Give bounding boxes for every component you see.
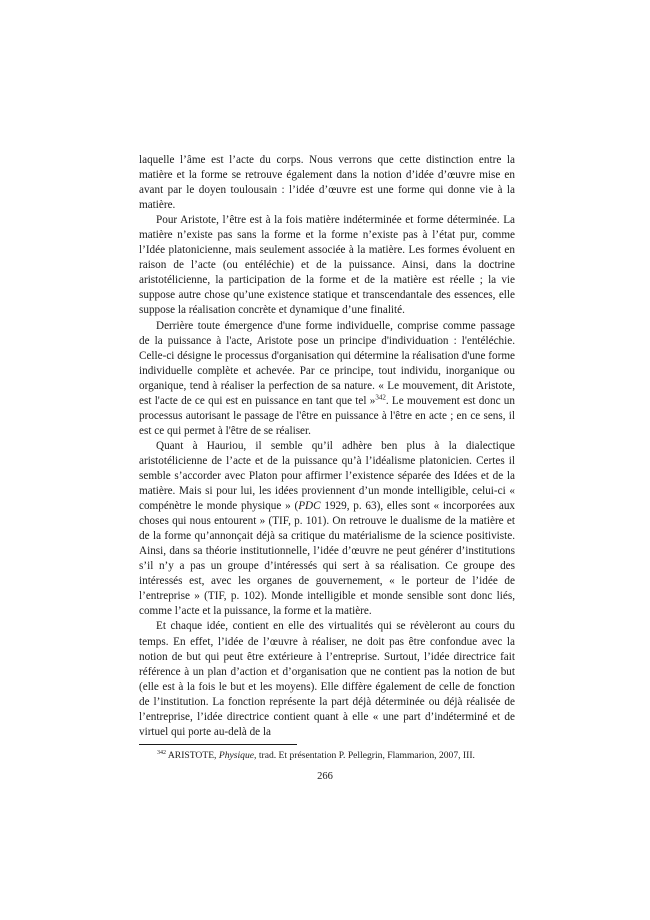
- paragraph-3-text-b: . Le mouvement est donc un processus autorisant le passage de l'être en puissance à l'être en acte ; en ce sens, il est ce qui permet à l'être de se réaliser.: [139, 394, 515, 437]
- paragraph-4-italic: PDC: [298, 500, 321, 513]
- paragraph-4-text-b: 1929, p. 63), elles sont « incorporées aux choses qui nous entourent » (TIF, p. 101). On retrouve le dualisme de la matière et de la forme qu’annonçait déjà sa critique du matérialisme de la science positiviste. Ainsi, dans sa théorie institutionnelle, l’idée d’œuvre ne peut générer d’institutions s’il n’y a pas un groupe d’intéressés qui sert à sa réalisation. Ce groupe des intéressés est, avec les organes de gouvernement, « le porteur de l’idée de l’entreprise » (TIF, p. 102). Monde intelligible et monde sensible sont donc liés, comme l’acte et la puissance, la forme et la matière.: [139, 500, 516, 618]
- footnote-author: ARISTOTE,: [166, 750, 219, 761]
- page-body: [139, 153, 515, 740]
- page-number: 266: [317, 771, 333, 782]
- footnote-divider: [139, 744, 297, 745]
- footnote-reference[interactable]: 342: [375, 393, 386, 402]
- paragraph-3-text-a: Derrière toute émergence d'une forme individuelle, comprise comme passage de la puissance à l'acte, Aristote pose un principe d'individuation : l'entéléchie. Celle-ci désigne le processus d'organisation qui détermine la réalisation d'une forme individuelle complète et achevée. Par ce principe, tout individu, inorganique ou organique, tend à réaliser la perfection de sa nature. « Le mouvement, dit Aristote, est l'acte de ce qui est en puissance en tant que tel »: [139, 319, 516, 407]
- paragraph-5: Et chaque idée, contient en elle des virtualités qui se révèleront au cours du temps. En effet, l’idée de l’œuvre à réaliser, ne doit pas être confondue avec la notion de but qui peut être extérieure à l’entreprise. Surtout, l’idée directrice fait référence à un plan d’action et d’organisation que ne contient pas la notion de but (elle est à la fois le but et les moyens). Elle diffère également de celle de fonction de l’institution. La fonction représente la part déjà déterminée ou déjà réalisée de l’entreprise, l’idée directrice contient quant à elle « une part d’indéterminé et de virtuel qui porte au-delà de la: [139, 620, 515, 738]
- paragraph-4-text-a: Quant à Hauriou, il semble qu’il adhère ben plus à la dialectique aristotélicienne de l’acte et de la puissance qu’à l’idéalisme platonicien. Certes il semble s’accorder avec Platon pour affirmer l’existence séparée des Idées et de la matière. Mais si pour lui, les idées proviennent d’un monde intelligible, celui-ci « compénètre le monde physique » (: [139, 439, 515, 513]
- footnote-details: , trad. Et présentation P. Pellegrin, Flammarion, 2007, III.: [254, 750, 475, 761]
- paragraph-4: [139, 439, 515, 620]
- footnote-number: 342: [157, 749, 166, 756]
- footnote-work-title: Physique: [218, 750, 255, 761]
- paragraph-2: Pour Aristote, l’être est à la fois matière indéterminée et forme déterminée. La matière n’existe pas sans la forme et la forme n’existe pas à l’état pur, comme l’Idée platonicienne, mais seulement associée à la matière. Les formes évoluent en raison de l’acte (ou entéléchie) et de la puissance. Ainsi, dans la doctrine aristotélicienne, la participation de la forme et de la matière est réelle ; la vie suppose autre chose qu’une existence statique et transcendantale des essences, elle suppose la réalisation concrète et dynamique d’une finalité.: [139, 214, 515, 317]
- paragraph-3: [139, 319, 515, 439]
- paragraph-1: laquelle l’âme est l’acte du corps. Nous verrons que cette distinction entre la matière et la forme se retrouve également dans la notion d’idée d’œuvre mise en avant par le doyen toulousain : l’idée d’œuvre est une forme qui donne vie à la matière.: [139, 154, 515, 212]
- footnote: [157, 750, 517, 762]
